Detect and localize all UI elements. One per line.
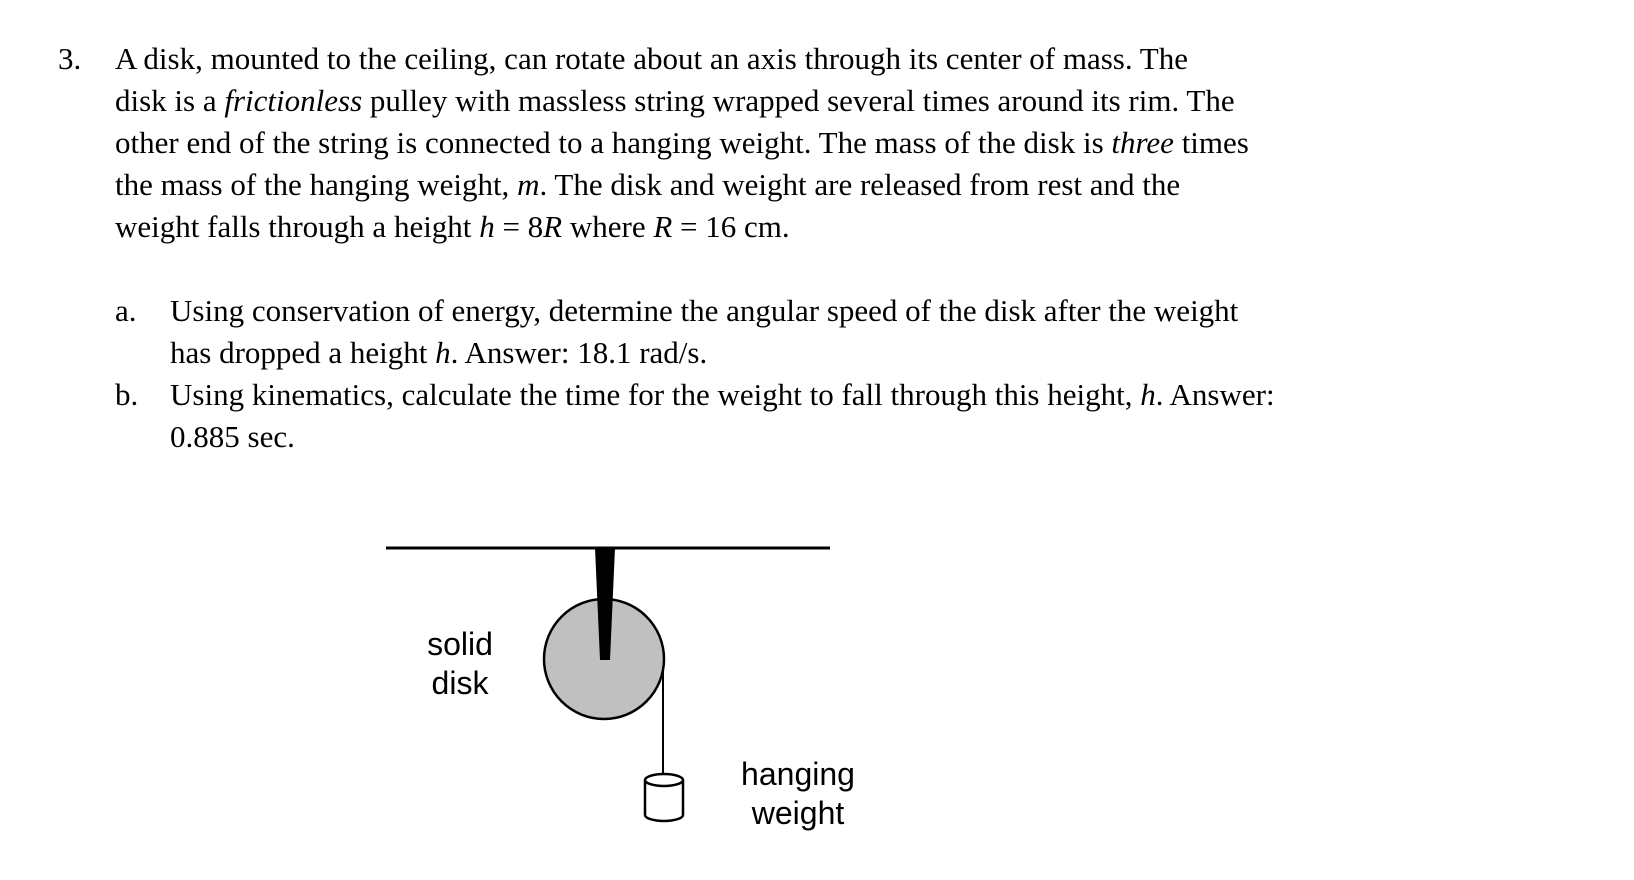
statement-line [115, 206, 1555, 248]
problem-parts [115, 290, 1555, 458]
hanging-weight [645, 774, 683, 821]
weight-label-line-1: hanging [741, 756, 855, 792]
text-run: . Answer: [1155, 377, 1275, 412]
text-run: other end of the string is connected to a hanging weight. The mass of the disk is [115, 125, 1112, 160]
math-text: m [517, 167, 540, 202]
text-run: . The disk and weight are released from rest and the [539, 167, 1181, 202]
part-line [170, 416, 1555, 458]
part-a [115, 290, 1555, 374]
part-label: b. [115, 377, 139, 412]
text-run: Using conservation of energy, determine the angular speed of the disk after the weight [170, 293, 1239, 328]
math-text: R [543, 209, 563, 244]
part-line [170, 332, 1555, 374]
math-text: three [1111, 125, 1174, 160]
text-run: . Answer: 18.1 rad/s. [450, 335, 708, 370]
part-line [170, 290, 1555, 332]
statement-line [115, 38, 1555, 80]
text-run: A disk, mounted to the ceiling, can rotate about an axis through its center of mass. The [115, 41, 1188, 76]
math-text: h [435, 335, 451, 370]
text-run: 0.885 sec. [170, 419, 295, 454]
text-run: has dropped a height [170, 335, 436, 370]
text-run: = 8 [494, 209, 544, 244]
text-run: where [562, 209, 654, 244]
math-text: frictionless [224, 83, 363, 118]
text-run: Using kinematics, calculate the time for the weight to fall through this height, [170, 377, 1141, 412]
math-text: R [653, 209, 673, 244]
weight-label-line-2: weight [751, 795, 845, 831]
part-label: a. [115, 293, 137, 328]
disk-mount-bracket [595, 548, 615, 660]
math-text: h [1140, 377, 1156, 412]
disk-label-line-2: disk [431, 665, 489, 701]
statement-line [115, 80, 1555, 122]
problem-statement [115, 38, 1555, 248]
part-b [115, 374, 1555, 458]
text-run: = 16 cm. [672, 209, 790, 244]
text-run: weight falls through a height [115, 209, 480, 244]
text-run: the mass of the hanging weight, [115, 167, 518, 202]
text-run: pulley with massless string wrapped several times around its rim. The [362, 83, 1235, 118]
solid-disk [544, 599, 664, 719]
problem-number: 3. [58, 41, 82, 76]
text-run: disk is a [115, 83, 225, 118]
statement-line [115, 122, 1555, 164]
text-run: times [1173, 125, 1249, 160]
statement-line [115, 164, 1555, 206]
part-line [170, 374, 1555, 416]
math-text: h [479, 209, 495, 244]
disk-label-line-1: solid [427, 626, 493, 662]
